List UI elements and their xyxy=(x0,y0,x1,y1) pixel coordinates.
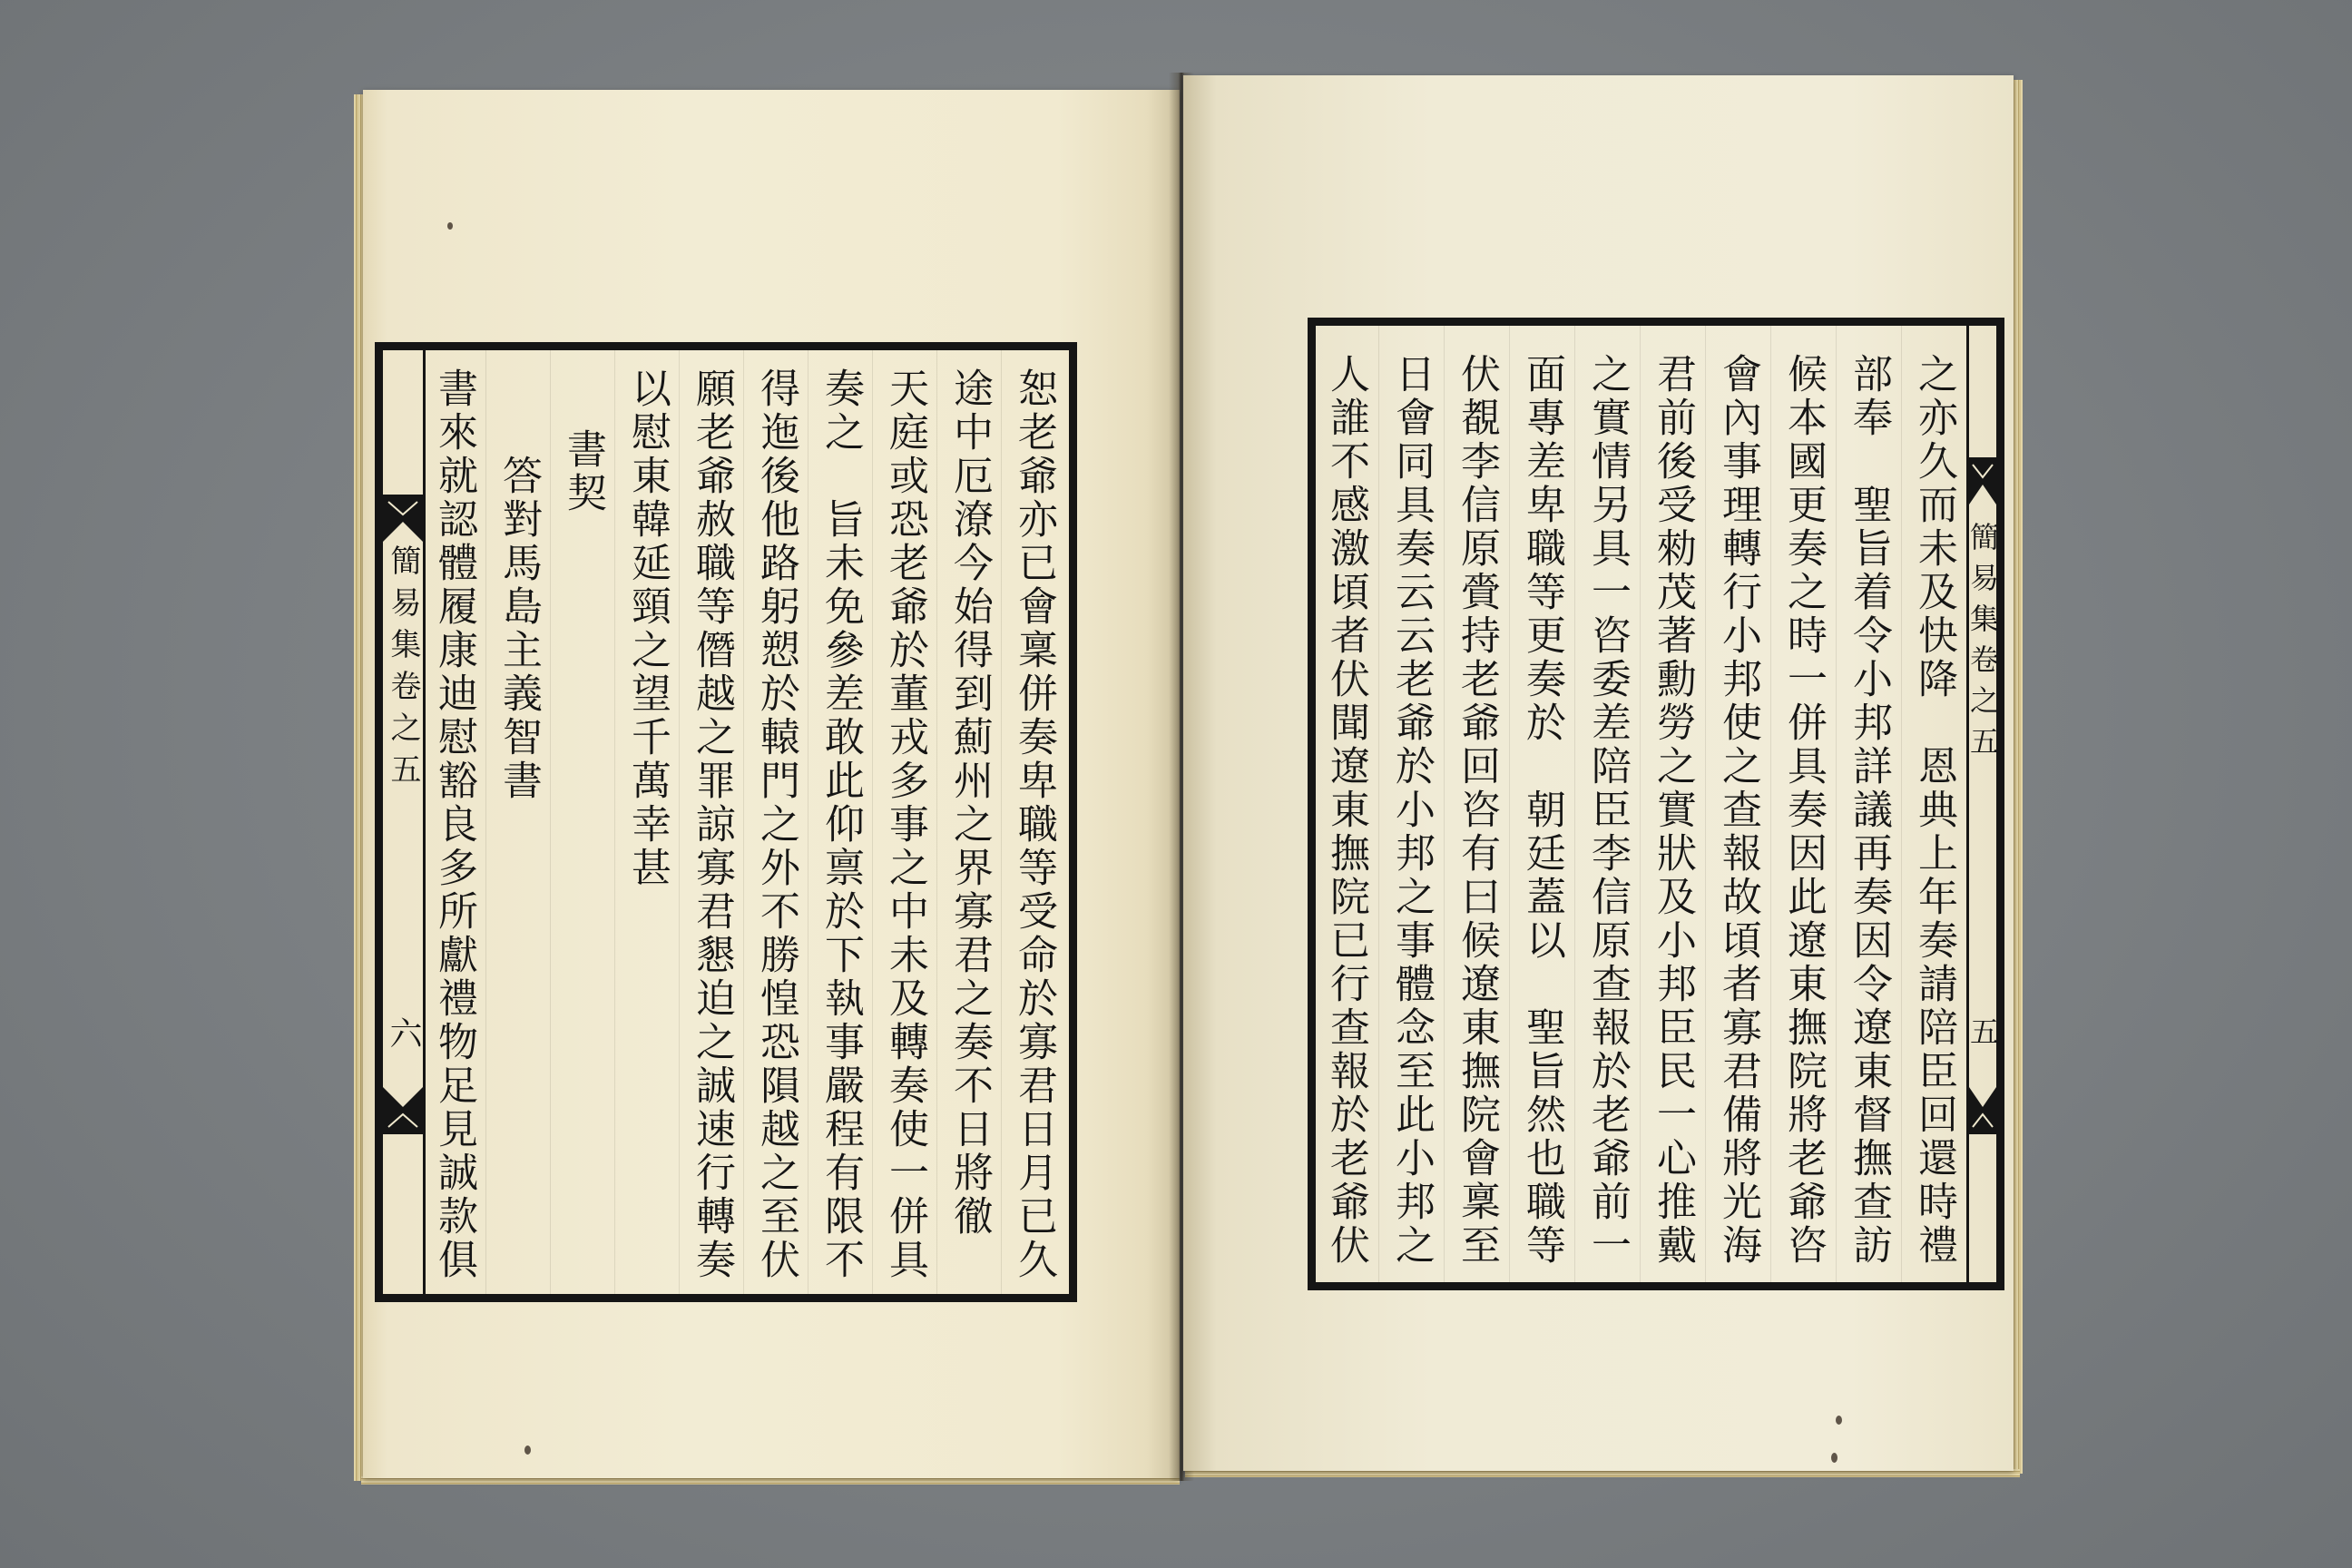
text-column: 候本國更奏之時一併具奏因此遼東撫院將老爺咨 xyxy=(1770,326,1836,1282)
text-column: 伏覩李信原賫持老爺回咨有曰候遼東撫院會稟至 xyxy=(1444,326,1509,1282)
left-text-area xyxy=(428,350,1065,1294)
worm-hole xyxy=(1836,1416,1842,1425)
worm-hole xyxy=(1831,1453,1838,1463)
text-column: 之實情另具一咨委差陪臣李信原查報於老爺前一 xyxy=(1574,326,1640,1282)
text-column: 君前後受勑茂著勳勞之實狀及小邦臣民一心推戴 xyxy=(1640,326,1705,1282)
right-fold-column xyxy=(1965,326,2000,1282)
fold-title: 簡易集卷之五 xyxy=(1965,522,2000,767)
text-column: 恕老爺亦已會稟併奏卑職等受命於寡君日月已久 xyxy=(1001,350,1065,1294)
right-page-frame xyxy=(1308,318,2004,1290)
left-fold-column xyxy=(383,350,426,1294)
text-column: 途中厄潦今始得到薊州之界寡君之奏不日將徹 xyxy=(936,350,1001,1294)
right-text-area xyxy=(1322,326,1966,1282)
text-column: 會內事理轉行小邦使之查報故頃者寡君備將光海 xyxy=(1705,326,1770,1282)
text-column: 奏之 旨未免參差敢此仰禀於下執事嚴程有限不 xyxy=(808,350,872,1294)
lower-fish-tail-icon xyxy=(1969,1087,1996,1134)
section-heading-column: 書契 xyxy=(550,350,614,1294)
upper-fish-tail-icon xyxy=(1969,457,1996,505)
text-column: 面專差卑職等更奏於 朝廷蓋以 聖旨然也職等 xyxy=(1509,326,1574,1282)
fold-title: 簡易集卷之五 xyxy=(385,544,421,795)
paper-spot xyxy=(447,222,453,230)
text-column: 之亦久而未及快降 恩典上年奏請陪臣回還時禮 xyxy=(1901,326,1966,1282)
fold-page-number: 六 xyxy=(385,1016,422,1049)
text-column: 書來就認體履康迪慰豁良多所獻禮物足見誠款俱 xyxy=(431,368,477,1282)
letter-title-column: 答對馬島主義智書 xyxy=(485,350,550,1294)
fold-page-number: 五 xyxy=(1965,1016,2000,1045)
text-column: 日會同具奏云云老爺於小邦之事體念至此小邦之 xyxy=(1378,326,1444,1282)
left-page-frame xyxy=(375,342,1077,1302)
text-column: 以慰東韓延頸之望千萬幸甚 xyxy=(614,350,679,1294)
text-column: 部奉 聖旨着令小邦詳議再奏因令遼東督撫查訪 xyxy=(1836,326,1901,1282)
text-column: 得迤後他路躬愬於轅門之外不勝惶恐隕越之至伏 xyxy=(743,350,808,1294)
lower-fish-tail-icon xyxy=(383,1087,423,1134)
worm-hole xyxy=(524,1446,531,1455)
left-page xyxy=(363,90,1180,1478)
text-column: 人誰不感激頃者伏聞遼東撫院已行查報於老爺伏 xyxy=(1323,353,1369,1268)
upper-fish-tail-icon xyxy=(383,495,423,542)
right-page xyxy=(1183,75,2014,1471)
text-column: 天庭或恐老爺於董戎多事之中未及轉奏使一併具 xyxy=(872,350,936,1294)
text-column: 願老爺赦職等僭越之罪諒寡君懇迫之誠速行轉奏 xyxy=(679,350,743,1294)
